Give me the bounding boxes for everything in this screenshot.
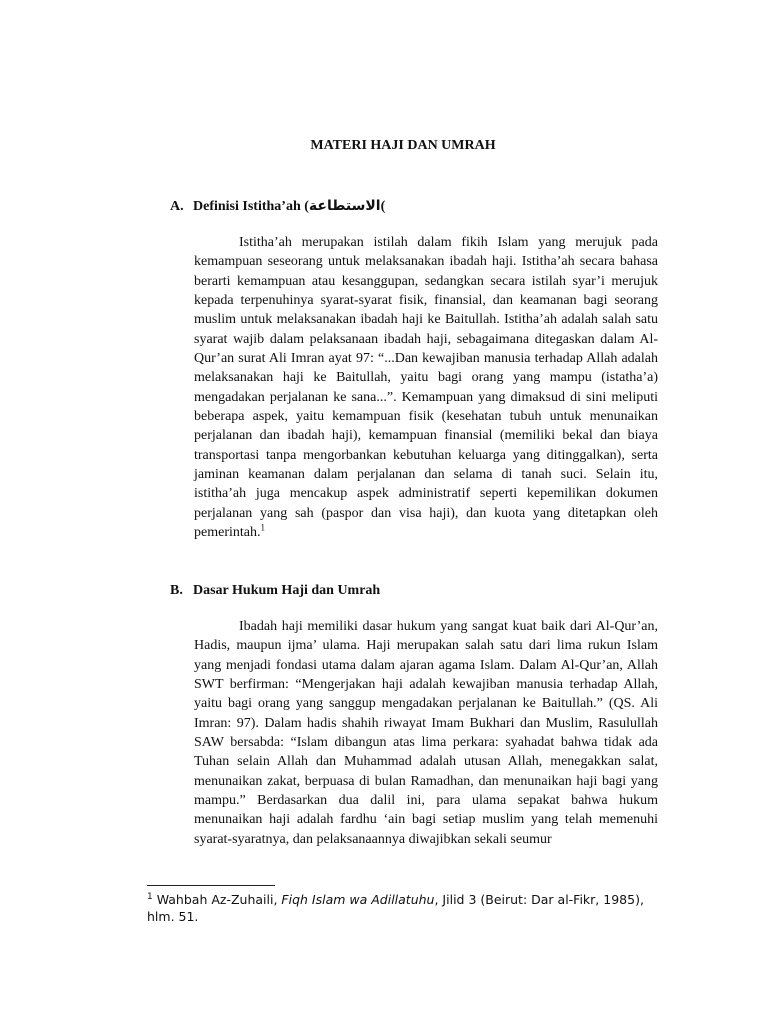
section-a-title: Definisi Istitha’ah ( (193, 199, 309, 214)
document-title: MATERI HAJI DAN UMRAH (310, 138, 496, 153)
footnote-details: , Jilid 3 (Beirut: Dar al-Fikr, 1985), hlm. 51. (147, 892, 644, 924)
section-a-paragraph (194, 233, 658, 543)
footnote-separator (147, 885, 275, 886)
footnote-author: Wahbah Az-Zuhaili, (152, 892, 282, 907)
section-b-paragraph: Ibadah haji memiliki dasar hukum yang sangat kuat baik dari Al-Qur’an, Hadis, maupun ijma’ ulama. Haji merupakan salah satu dari lima rukun Islam yang menjadi fondasi utama dalam ajaran agama Islam. Dalam Al-Qur’an, Allah SWT berfirman: “Mengerjakan haji adalah kewajiban manusia terhadap Allah, yaitu bagi orang yang sanggup mengadakan perjalanan ke Baitullah.” (QS. Ali Imran: 97). Dalam hadis shahih riwayat Imam Bukhari dan Muslim, Rasulullah SAW bersabda: “Islam dibangun atas lima perkara: syahadat bahwa tidak ada Tuhan selain Allah dan Muhammad adalah utusan Allah, menegakkan salat, menunaikan zakat, berpuasa di bulan Ramadhan, dan menunaikan haji bagi yang mampu.” Berdasarkan dua dalil ini, para ulama sepakat bahwa hukum menunaikan haji adalah fardhu ‘ain bagi setiap muslim yang telah memenuhi syarat-syaratnya, dan pelaksanaannya diwajibkan sekali seumur (194, 619, 658, 847)
footnote-reference: 1 (260, 522, 265, 533)
section-b-letter: B. (170, 583, 183, 598)
footnote-book-title: Fiqh Islam wa Adillatuhu (281, 892, 435, 907)
footnote (147, 891, 662, 925)
section-a-letter: A. (170, 199, 184, 214)
section-b-heading (170, 583, 380, 599)
section-a-heading (170, 198, 385, 215)
footnote-number: 1 (147, 891, 153, 902)
section-b-title: Dasar Hukum Haji dan Umrah (193, 583, 381, 598)
section-a-paragraph-text: Istitha’ah merupakan istilah dalam fikih Islam yang merujuk pada kemampuan seseorang untuk melaksanakan ibadah haji. Istitha’ah secara bahasa berarti kemampuan atau kesanggupan, sedangkan secara istilah syar’i merujuk kepada terpenuhinya syarat-syarat fisik, finansial, dan keamanan bagi seorang muslim untuk melaksanakan ibadah haji ke Baitullah. Istitha’ah adalah salah satu syarat wajib dalam pelaksanaan ibadah haji, sebagaimana ditegaskan dalam Al-Qur’an surat Ali Imran ayat 97: “...Dan kewajiban manusia terhadap Allah adalah melaksanakan haji ke Baitullah, yaitu bagi orang yang mampu (istatha’a) mengadakan perjalanan ke sana...”. Kemampuan yang dimaksud di sini meliputi beberapa aspek, yaitu kemampuan fisik (kesehatan tubuh untuk menunaikan perjalanan dan ibadah haji), kemampuan finansial (memiliki bekal dan biaya transportasi tanpa mengorbankan kebutuhan keluarga yang ditinggalkan), serta jaminan keamanan dalam perjalanan dan selama di tanah suci. Selain itu, istitha’ah juga mencakup aspek administratif seperti kepemilikan dokumen perjalanan yang sah (paspor dan visa haji), dan kuota yang ditetapkan oleh pemerintah. (194, 235, 658, 541)
section-a-arabic-term: الاستطاعة (308, 198, 381, 214)
section-a-title-close: ( (380, 199, 386, 214)
